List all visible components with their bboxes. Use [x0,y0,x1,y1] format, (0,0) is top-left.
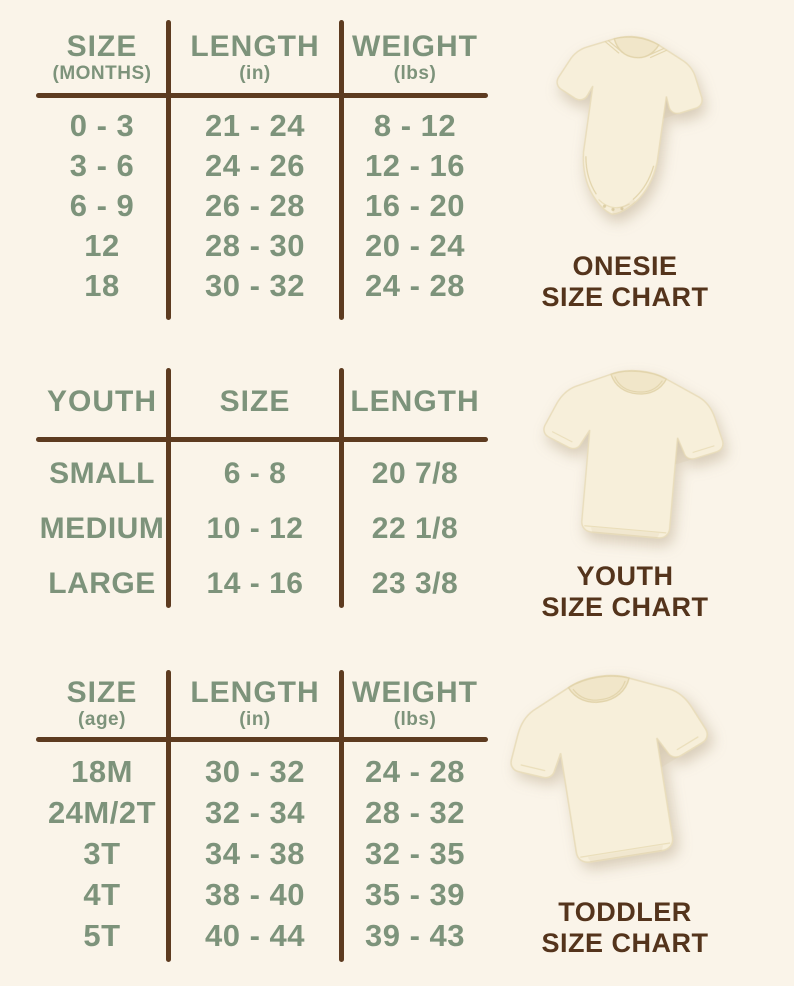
header-divider-line [36,737,488,742]
size-cell: 10 - 12 [206,511,304,545]
length-cell: 32 - 34 [204,794,305,830]
caption-line: SIZE CHART [541,928,709,958]
size-cell: 6 - 9 [69,188,135,223]
column-header-length [342,368,488,436]
table-body [36,751,488,956]
length-cell: 30 - 32 [204,268,305,303]
size-name-cell: SMALL [49,456,155,490]
table-row [36,501,488,556]
caption-line: SIZE CHART [541,592,709,622]
weight-cell: 24 - 28 [364,753,465,789]
length-cell: 24 - 26 [204,148,305,183]
table-row [36,833,488,874]
table-header-row [36,368,488,436]
toddler-chart-caption [498,897,752,959]
length-cell: 40 - 44 [204,917,305,953]
length-cell: 34 - 38 [204,835,305,871]
toddler-size-table [36,670,488,962]
column-header-unit: (in) [239,63,271,84]
weight-cell: 20 - 24 [364,228,465,263]
column-header-unit: (lbs) [393,709,437,730]
weight-cell: 12 - 16 [364,148,465,183]
table-row [36,556,488,611]
toddler-tshirt-illustration [492,651,733,883]
size-name-cell: MEDIUM [39,511,165,545]
caption-line: ONESIE [572,251,678,281]
youth-chart-caption [498,561,752,623]
header-divider-line [36,93,488,98]
table-row [36,146,488,186]
table-row [36,226,488,266]
column-header-size [168,368,342,436]
table-row [36,106,488,146]
column-header-youth [36,368,168,436]
table-row [36,751,488,792]
column-divider-line [166,670,171,962]
weight-cell: 8 - 12 [373,108,457,143]
onesie-chart-caption [498,251,752,313]
onesie-illustration [523,17,726,245]
length-cell: 38 - 40 [204,876,305,912]
column-header-weight [342,670,488,736]
size-cell: 4T [83,876,121,912]
table-row [36,915,488,956]
youth-tshirt-illustration [528,354,735,552]
table-row [36,186,488,226]
column-divider-line [339,368,344,608]
header-divider-line [36,437,488,442]
column-header-length [168,20,342,94]
column-divider-line [166,20,171,320]
size-cell: 5T [83,917,121,953]
caption-line: SIZE CHART [541,282,709,312]
column-header-label: WEIGHT [352,676,478,709]
size-cell: 24M/2T [47,794,157,830]
caption-line: YOUTH [576,561,674,591]
column-header-label: LENGTH [350,385,480,418]
column-header-unit: (lbs) [393,63,437,84]
table-header-row [36,670,488,736]
column-header-label: SIZE [66,30,138,63]
column-header-unit: (MONTHS) [52,63,152,84]
column-header-size [36,670,168,736]
table-body [36,446,488,611]
column-header-label: WEIGHT [352,30,478,63]
youth-size-table [36,368,488,608]
table-row [36,446,488,501]
size-cell: 14 - 16 [206,566,304,600]
table-body [36,106,488,306]
length-cell: 26 - 28 [204,188,305,223]
weight-cell: 35 - 39 [364,876,465,912]
weight-cell: 39 - 43 [364,917,465,953]
caption-line: TODDLER [558,897,692,927]
column-header-weight [342,20,488,94]
onesie-size-table [36,20,488,320]
table-header-row [36,20,488,94]
table-row [36,266,488,306]
column-divider-line [339,20,344,320]
column-header-unit: (age) [78,709,126,730]
weight-cell: 16 - 20 [364,188,465,223]
table-row [36,792,488,833]
size-cell: 0 - 3 [69,108,135,143]
length-cell: 30 - 32 [204,753,305,789]
size-cell: 12 [84,228,120,263]
column-header-label: LENGTH [190,30,320,63]
column-divider-line [339,670,344,962]
column-divider-line [166,368,171,608]
table-row [36,874,488,915]
length-cell: 28 - 30 [204,228,305,263]
length-cell: 23 3/8 [371,566,459,600]
size-name-cell: LARGE [48,566,156,600]
column-header-label: SIZE [219,385,291,418]
size-cell: 3 - 6 [69,148,135,183]
size-cell: 18M [71,753,133,789]
weight-cell: 24 - 28 [364,268,465,303]
column-header-label: LENGTH [190,676,320,709]
column-header-size [36,20,168,94]
length-cell: 21 - 24 [204,108,305,143]
weight-cell: 32 - 35 [364,835,465,871]
size-cell: 3T [83,835,121,871]
size-cell: 6 - 8 [223,456,287,490]
column-header-label: SIZE [66,676,138,709]
size-cell: 18 [84,268,120,303]
length-cell: 22 1/8 [371,511,459,545]
column-header-length [168,670,342,736]
length-cell: 20 7/8 [371,456,459,490]
column-header-label: YOUTH [47,385,157,418]
column-header-unit: (in) [239,709,271,730]
weight-cell: 28 - 32 [364,794,465,830]
